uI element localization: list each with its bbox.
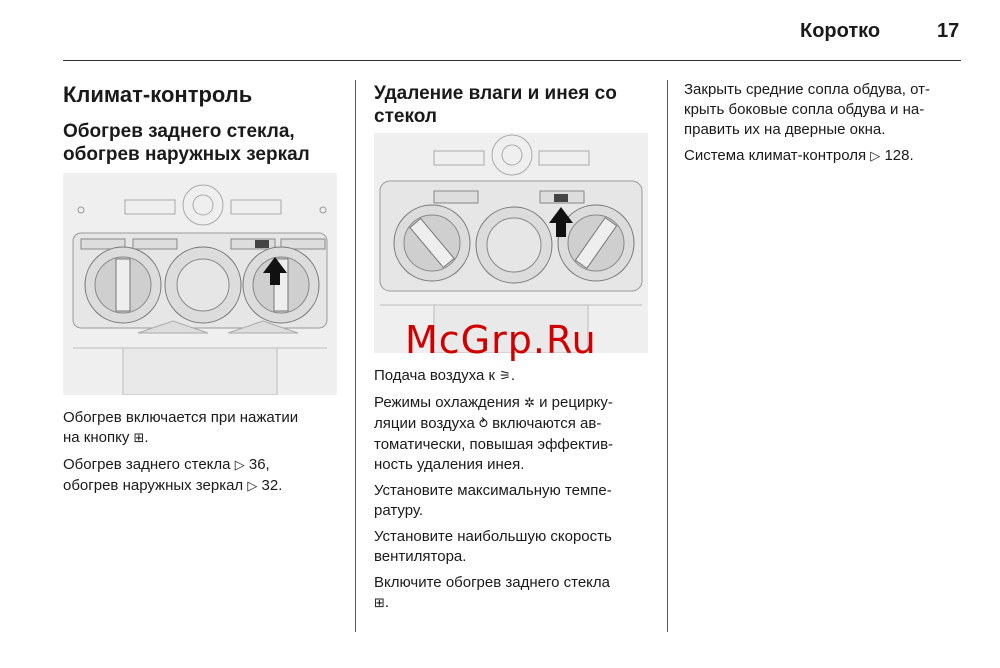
watermark: McGrp.Ru [405, 318, 597, 362]
windshield-airflow-icon: ⚞ [499, 369, 511, 384]
text-line: включаются ав- [492, 415, 602, 432]
paragraph [374, 481, 659, 521]
text-line: править их на дверные окна. [684, 121, 886, 138]
text-line: и рецирку- [539, 394, 613, 411]
paragraph [374, 366, 659, 387]
column-2 [374, 82, 654, 128]
rear-defrost-illustration [63, 173, 337, 395]
paragraph [684, 146, 974, 167]
subsection-title-line: Удаление влаги и инея со [374, 83, 617, 104]
column-divider-1 [355, 80, 356, 632]
column-2-body [374, 366, 659, 620]
control-panel-drawing [63, 173, 337, 395]
text-line: томатически, повышая эффектив- [374, 436, 614, 453]
text-line: Обогрев заднего стекла [63, 456, 231, 473]
cooling-icon: ✲ [524, 396, 535, 411]
text-line: ратуру. [374, 502, 424, 519]
text-line: обогрев наружных зеркал [63, 477, 244, 494]
subsection-title-line: обогрев наружных зеркал [63, 144, 310, 165]
text-line: Закрыть средние сопла обдува, от- [684, 81, 930, 98]
text-line: Включите обогрев заднего стекла [374, 574, 611, 591]
page-reference: 128. [884, 147, 914, 164]
page-reference-icon: ▷ [247, 479, 258, 494]
page-number: 17 [937, 20, 960, 42]
punctuation: . [510, 367, 516, 384]
header-rule [63, 60, 961, 61]
paragraph [684, 80, 974, 140]
page-reference-icon: ▷ [870, 149, 881, 164]
paragraph [63, 455, 348, 497]
page-reference: 32. [261, 477, 283, 494]
column-1-body [63, 408, 348, 503]
text-line: Обогрев включается при нажатии [63, 409, 299, 426]
page-reference: 36, [248, 456, 270, 473]
running-header-title: Коротко [800, 20, 881, 42]
rear-defrost-icon: ⊞ [133, 431, 145, 446]
text-line: Подача воздуха к [374, 367, 496, 384]
column-1 [63, 82, 343, 166]
subsection-title [374, 82, 654, 128]
text-line: Установите наибольшую скорость [374, 528, 612, 545]
paragraph [374, 527, 659, 567]
subsection-title [63, 120, 343, 166]
text-line: Режимы охлаждения [374, 394, 520, 411]
recirculation-icon: ⥁ [479, 417, 488, 432]
text-line: крыть боковые сопла обдува и на- [684, 101, 925, 118]
punctuation: . [144, 429, 149, 446]
page-reference-icon: ▷ [234, 458, 245, 473]
subsection-title-line: Обогрев заднего стекла, [63, 121, 295, 142]
text-line: Система климат-контроля [684, 147, 867, 164]
text-line: на кнопку [63, 429, 130, 446]
paragraph [63, 408, 348, 449]
rear-defrost-icon: ⊞ [374, 596, 385, 611]
punctuation: . [384, 594, 390, 611]
column-divider-2 [667, 80, 668, 632]
paragraph [374, 393, 659, 475]
column-3 [684, 80, 974, 173]
section-title: Климат-контроль [63, 82, 253, 107]
text-line: вентилятора. [374, 548, 467, 565]
text-line: ляции воздуха [374, 415, 475, 432]
text-line: ность удаления инея. [374, 456, 525, 473]
paragraph [374, 573, 659, 614]
text-line: Установите максимальную темпе- [374, 482, 612, 499]
subsection-title-line: стекол [374, 106, 437, 127]
